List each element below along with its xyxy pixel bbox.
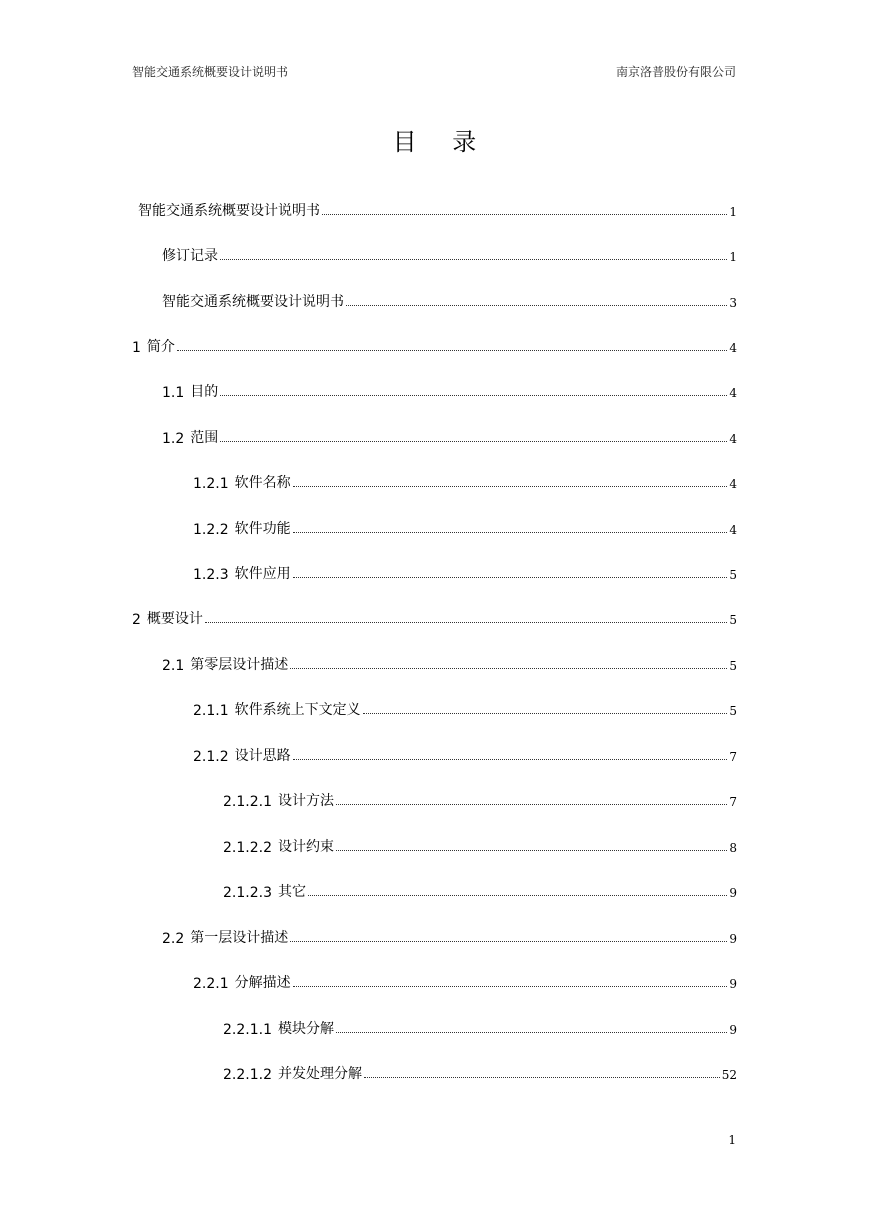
header-document-title: 智能交通系统概要设计说明书: [132, 65, 289, 79]
toc-entry-text: 其它: [277, 884, 306, 900]
toc-leader: [336, 849, 727, 851]
toc-entry-page: 52: [721, 1068, 737, 1082]
toc-entry[interactable]: [162, 245, 737, 265]
toc-entry-page: 9: [729, 932, 737, 946]
toc-entry-page: 5: [729, 659, 737, 673]
toc-entry-page: 1: [729, 250, 737, 264]
toc-leader: [205, 621, 727, 623]
toc-entry-page: 4: [729, 432, 737, 446]
toc-entry[interactable]: [193, 699, 737, 719]
toc-entry-text: 分解描述: [234, 975, 291, 991]
toc-entry[interactable]: [162, 654, 737, 674]
toc-entry-page: 9: [729, 1023, 737, 1037]
toc-leader: [293, 485, 728, 487]
toc-leader: [290, 940, 727, 942]
toc-entry[interactable]: [223, 1063, 737, 1083]
toc-entry[interactable]: [223, 881, 737, 901]
toc-entry-number: 2.1.2.2: [223, 840, 272, 856]
toc-leader: [293, 758, 728, 760]
toc-entry-number: 2.1.2: [193, 749, 229, 765]
header-company-name: 南京洛普股份有限公司: [615, 65, 736, 79]
toc-leader: [293, 985, 728, 987]
toc-entry-text: 简介: [146, 339, 175, 355]
toc-entry[interactable]: [132, 336, 737, 356]
page-title: 目 录: [392, 128, 491, 156]
toc-entry[interactable]: [193, 745, 737, 765]
toc-entry-text: 第一层设计描述: [190, 930, 289, 946]
toc-entry-text: 修订记录: [162, 248, 218, 264]
toc-entry-page: 7: [729, 750, 737, 764]
toc-entry[interactable]: [223, 836, 737, 856]
toc-entry[interactable]: [132, 608, 737, 628]
toc-entry[interactable]: [162, 927, 737, 947]
toc-entry-number: 1: [132, 340, 141, 356]
toc-entry-number: 1.1: [162, 385, 185, 401]
toc-entry-number: 2.2.1.2: [223, 1067, 272, 1083]
toc-leader: [346, 304, 727, 306]
toc-entry-page: 3: [729, 296, 737, 310]
toc-entry[interactable]: [193, 472, 737, 492]
toc-entry-text: 智能交通系统概要设计说明书: [162, 294, 344, 310]
toc-entry-number: 2.1.1: [193, 703, 229, 719]
toc-leader: [293, 531, 728, 533]
toc-leader: [322, 213, 727, 215]
toc-entry[interactable]: [223, 1018, 737, 1038]
toc-entry-text: 范围: [190, 430, 219, 446]
toc-entry[interactable]: [162, 291, 737, 311]
toc-entry-text: 概要设计: [146, 611, 203, 627]
toc-entry-text: 并发处理分解: [277, 1066, 362, 1082]
toc-entry-text: 软件系统上下文定义: [234, 702, 361, 718]
toc-entry-number: 1.2.1: [193, 476, 229, 492]
toc-entry-page: 4: [729, 477, 737, 491]
toc-entry-page: 4: [729, 523, 737, 537]
toc-entry-text: 目的: [190, 384, 219, 400]
toc-leader: [364, 1076, 720, 1078]
toc-entry-number: 2.2.1: [193, 976, 229, 992]
toc-entry-page: 4: [729, 341, 737, 355]
toc-leader: [363, 712, 728, 714]
toc-entry-number: 2: [132, 612, 141, 628]
toc-entry-page: 7: [729, 795, 737, 809]
toc-entry-text: 软件功能: [234, 521, 291, 537]
footer-page-number: 1: [728, 1133, 736, 1147]
toc-entry-number: 2.2.1.1: [223, 1022, 272, 1038]
toc-entry-number: 2.1.2.1: [223, 794, 272, 810]
toc-entry-page: 1: [729, 205, 737, 219]
toc-entry-text: 智能交通系统概要设计说明书: [138, 203, 320, 219]
toc-leader: [336, 803, 727, 805]
toc-entry[interactable]: [223, 790, 737, 810]
toc-entry-text: 第零层设计描述: [190, 657, 289, 673]
toc-entry-text: 软件名称: [234, 475, 291, 491]
toc-entry-page: 5: [729, 568, 737, 582]
toc-entry-number: 1.2.2: [193, 522, 229, 538]
toc-entry[interactable]: [193, 563, 737, 583]
toc-entry-page: 5: [729, 704, 737, 718]
toc-entry-text: 设计方法: [277, 793, 334, 809]
toc-entry-number: 1.2: [162, 431, 185, 447]
toc-leader: [290, 667, 727, 669]
toc-entry-number: 2.2: [162, 931, 185, 947]
toc-entry-page: 9: [729, 886, 737, 900]
toc-leader: [220, 394, 727, 396]
toc-entry-number: 1.2.3: [193, 567, 229, 583]
toc-entry[interactable]: [162, 381, 737, 401]
toc-entry-number: 2.1: [162, 658, 185, 674]
toc-entry-text: 设计思路: [234, 748, 291, 764]
toc-leader: [308, 894, 727, 896]
toc-entry-text: 模块分解: [277, 1021, 334, 1037]
toc-entry[interactable]: [138, 200, 737, 220]
toc-leader: [177, 349, 727, 351]
toc-entry-number: 2.1.2.3: [223, 885, 272, 901]
toc-entry-text: 软件应用: [234, 566, 291, 582]
toc-entry-page: 9: [729, 977, 737, 991]
toc-entry-text: 设计约束: [277, 839, 334, 855]
toc-entry[interactable]: [193, 972, 737, 992]
toc-leader: [220, 440, 727, 442]
toc-entry-page: 5: [729, 613, 737, 627]
toc-entry[interactable]: [193, 518, 737, 538]
toc-leader: [336, 1031, 727, 1033]
toc-entry-page: 4: [729, 386, 737, 400]
toc-leader: [293, 576, 728, 578]
toc-leader: [220, 258, 727, 260]
toc-entry-page: 8: [729, 841, 737, 855]
toc-entry[interactable]: [162, 427, 737, 447]
